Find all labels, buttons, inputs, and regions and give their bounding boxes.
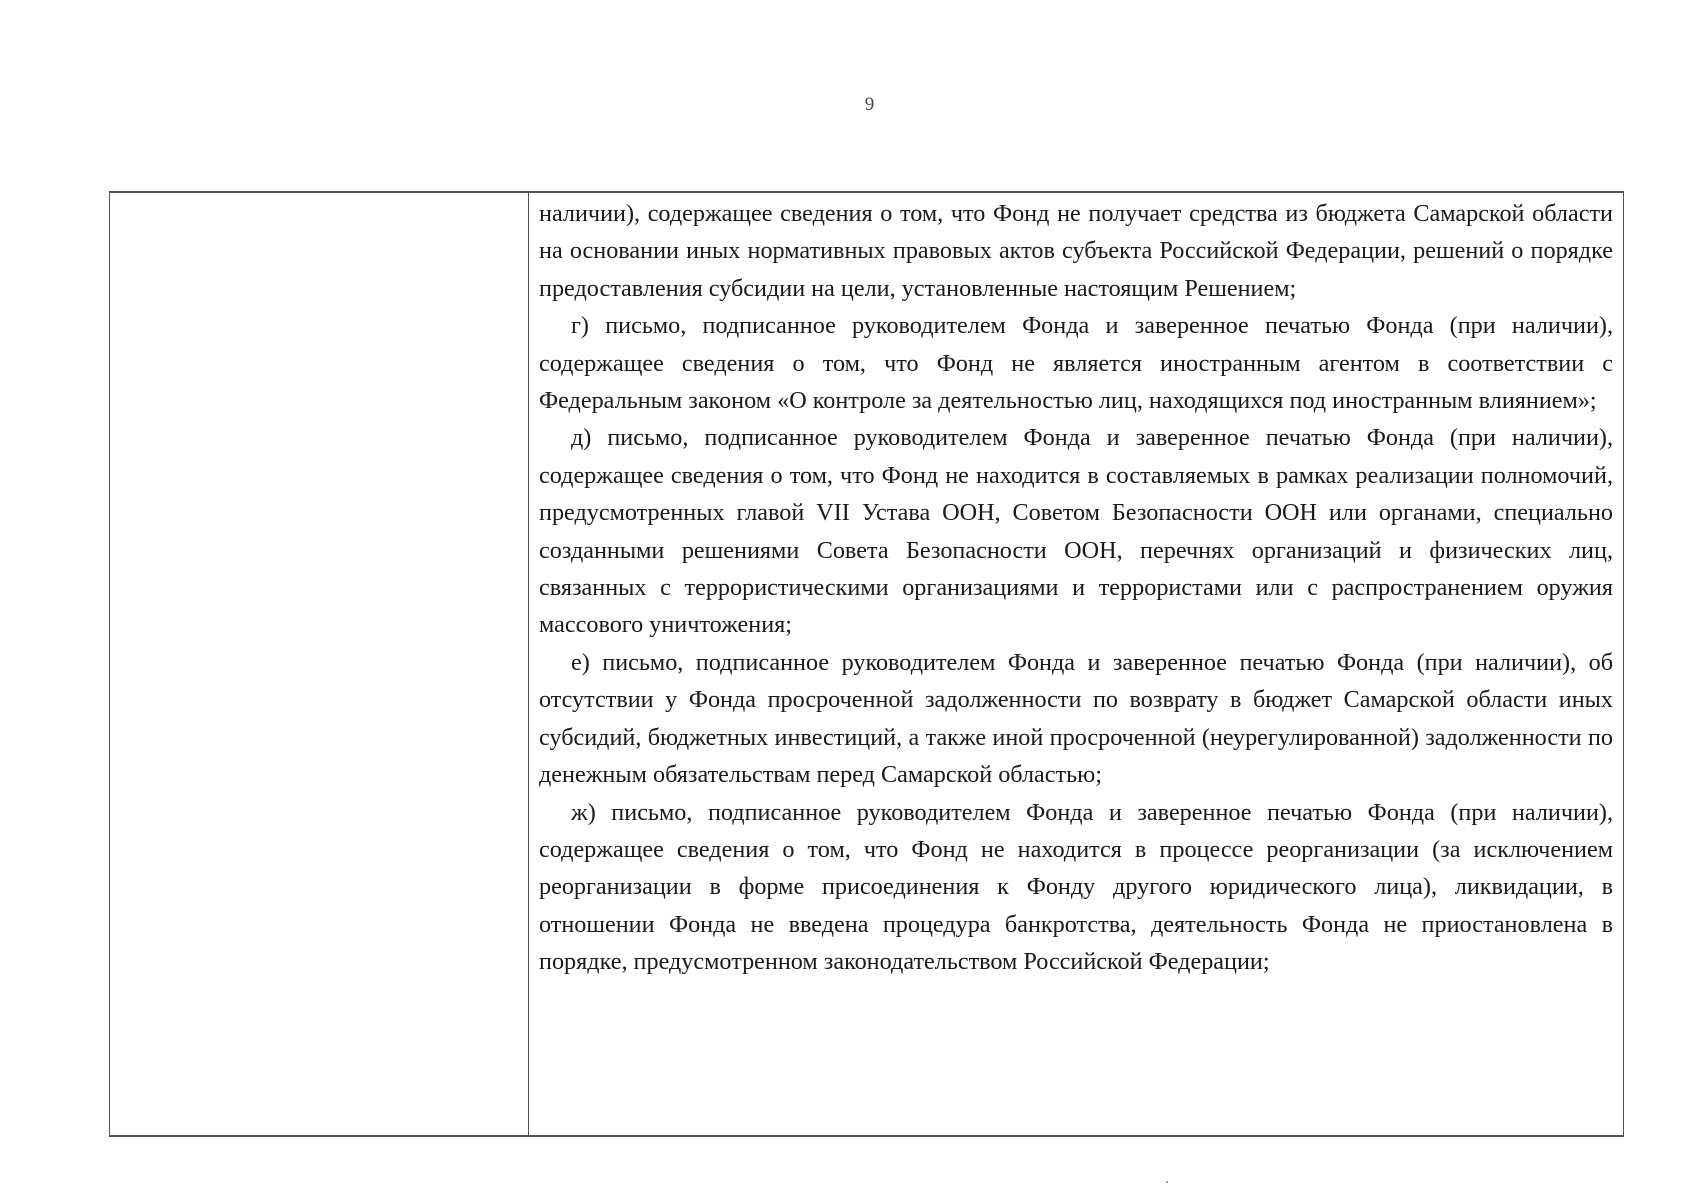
document-text <box>539 193 1613 981</box>
paragraph-item-g: г) письмо, подписанное руководителем Фонда и заверенное печатью Фонда (при наличии), содержащее сведения о том, что Фонд не является иностранным агентом в соответствии с Федеральным законом «О контроле за деятельностью лиц, находящихся под иностранным влиянием»; <box>539 312 1613 415</box>
table-cell-right <box>529 192 1624 1136</box>
paragraph-item-zh: ж) письмо, подписанное руководителем Фонда и заверенное печатью Фонда (при наличии), содержащее сведения о том, что Фонд не находится в процессе реорганизации (за исключением реорганизации в форме присоединения к Фонду другого юридического лица), ликвидации, в отношении Фонда не введена процедура банкротства, деятельность Фонда не приостановлена в порядке, предусмотренном законодательством Российской Федерации; <box>539 798 1613 976</box>
paragraph-item-d: д) письмо, подписанное руководителем Фонда и заверенное печатью Фонда (при наличии), содержащее сведения о том, что Фонд не находится в составляемых в рамках реализации полномочий, предусмотренных главой VII Устава ООН, Советом Безопасности ООН или органами, специально созданными решениями Совета Безопасности ООН, перечнях организаций и физических лиц, связанных с террористическими организациями и террористами или с распространением оружия массового уничтожения; <box>539 424 1613 639</box>
paragraph-continuation: наличии), содержащее сведения о том, что Фонд не получает средства из бюджета Самарской области на основании иных нормативных правовых актов субъекта Российской Федерации, решений о порядке предоставления субсидии на цели, установленные настоящим Решением; <box>539 200 1613 302</box>
table-cell-left-empty <box>110 192 529 1136</box>
scan-artifact-dot <box>1166 1181 1168 1183</box>
page-number: 9 <box>864 94 876 115</box>
document-table <box>109 191 1624 1137</box>
table-row <box>110 192 1624 1136</box>
paragraph-item-e: е) письмо, подписанное руководителем Фонда и заверенное печатью Фонда (при наличии), об отсутствии у Фонда просроченной задолженности по возврату в бюджет Самарской области иных субсидий, бюджетных инвестиций, а также иной просроченной (неурегулированной) задолженности по денежным обязательствам перед Самарской областью; <box>539 648 1613 789</box>
